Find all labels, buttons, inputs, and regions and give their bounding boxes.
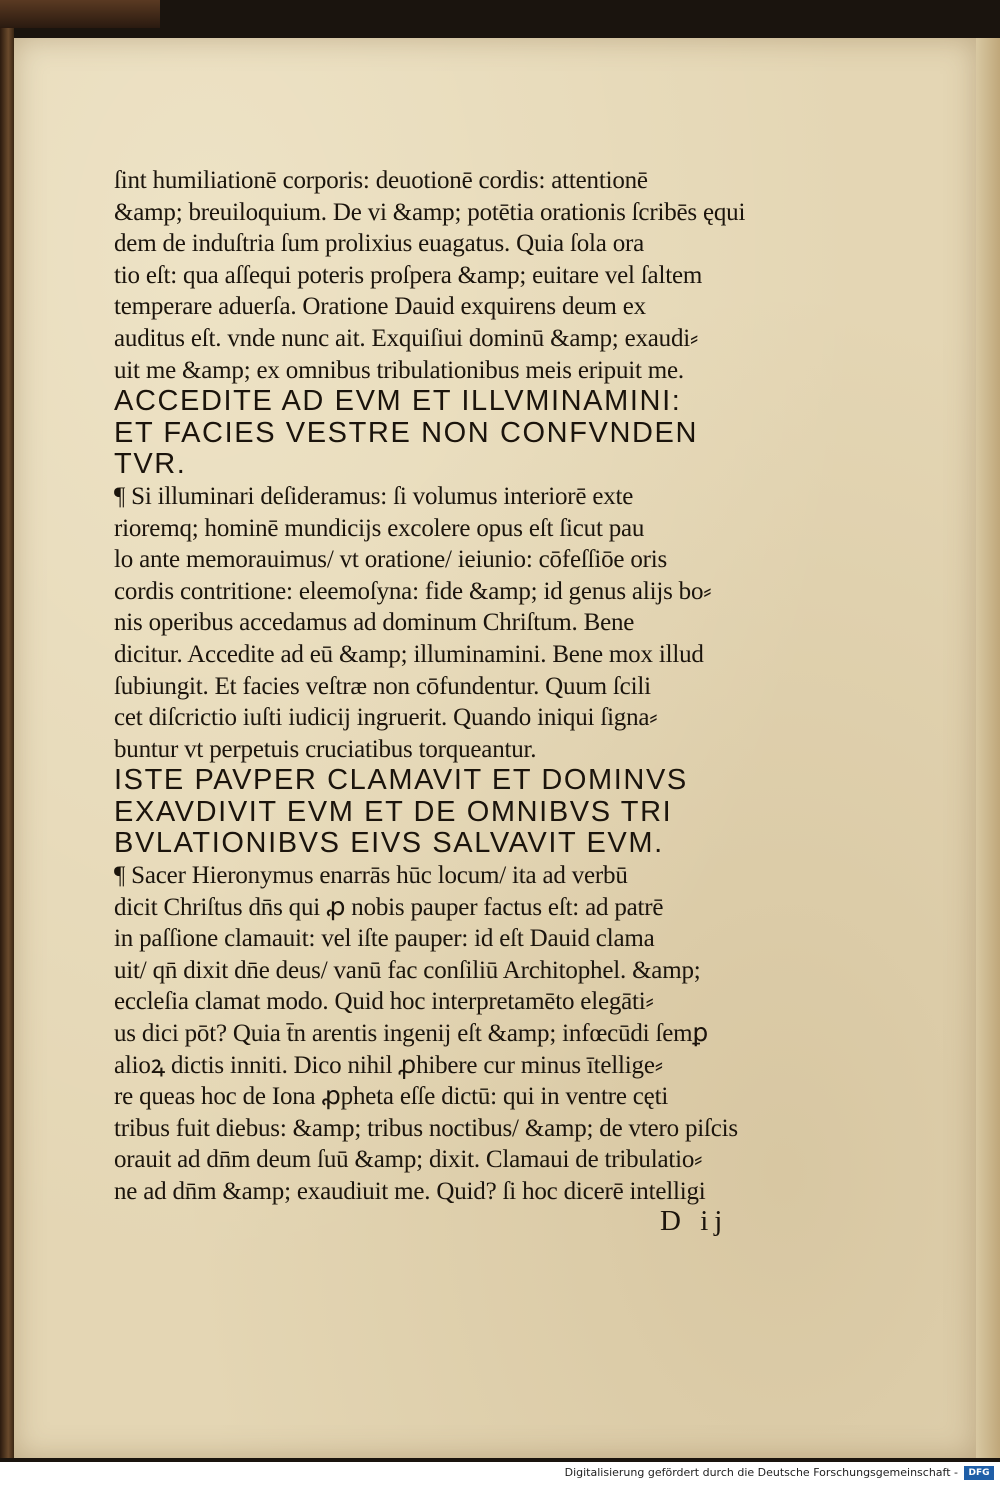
text-line: cet diſcrictio iuſti iudicij ingruerit. Quando iniqui ſigna⸗ bbox=[114, 704, 658, 732]
text-line: ſint humiliationē corporis: deuotionē cordis: attentionē bbox=[114, 167, 648, 194]
text-line: &amp; breuiloquium. De vi &amp; potētia orationis ſcribēs ęqui bbox=[114, 198, 746, 226]
text-line: orauit ad dn̄m deum ſuū &amp; dixit. Clamaui de tribulatio⸗ bbox=[114, 1146, 703, 1174]
text-line: in paſſione clamauit: vel iſte pauper: id eſt Dauid clama bbox=[114, 925, 655, 953]
psalm-verse-heading: TVR. bbox=[114, 448, 187, 481]
text-line: tio eſt: qua aſſequi poteris proſpera &amp; euitare vel ſaltem bbox=[114, 261, 703, 289]
dfg-logo[interactable]: DFG bbox=[964, 1466, 994, 1480]
text-line: temperare aduerſa. Oratione Dauid exquirens deum ex bbox=[114, 293, 646, 321]
psalm-verse-heading: EXAVDIVIT EVM ET DE OMNIBVS TRI bbox=[114, 795, 673, 828]
text-line: ¶ Si illuminari deſideramus: ſi volumus interiorē exte bbox=[114, 482, 634, 510]
text-line: alioꝝ dictis inniti. Dico nihil ꝓhibere cur minus ītellige⸗ bbox=[114, 1051, 663, 1079]
text-line: uit/ qn̄ dixit dn̄e deus/ vanū fac conſiliū Architophel. &amp; bbox=[114, 956, 701, 984]
text-line: eccleſia clamat modo. Quid hoc interpretamēto elegāti⸗ bbox=[114, 988, 654, 1016]
page-edge bbox=[976, 38, 1000, 1458]
page-text bbox=[114, 165, 794, 1208]
text-line: us dici pōt? Quia t̄n arentis ingenij eſt &amp; infœcūdi ſemꝑ bbox=[114, 1020, 709, 1048]
text-line: rioremq; hominē mundicijs excolere opus eſt ſicut pau bbox=[114, 514, 645, 542]
psalm-verse-heading: ET FACIES VESTRE NON CONFVNDEN bbox=[114, 416, 699, 449]
text-line: dicit Chriſtus dn̄s qui ꝓ nobis pauper factus eſt: ad patrē bbox=[114, 893, 664, 921]
text-line: auditus eſt. vnde nunc ait. Exquiſiui dominū &amp; exaudi⸗ bbox=[114, 324, 699, 352]
text-line: dem de induſtria ſum prolixius euagatus. Quia ſola ora bbox=[114, 230, 645, 258]
text-line: re queas hoc de Iona ꝓpheta eſſe dictū: qui in ventre cęti bbox=[114, 1083, 669, 1111]
psalm-verse-heading: ISTE PAVPER CLAMAVIT ET DOMINVS bbox=[114, 764, 688, 797]
text-line: ne ad dn̄m &amp; exaudiuit me. Quid? ſi hoc dicerē intelligi bbox=[114, 1178, 706, 1205]
funding-notice: Digitalisierung gefördert durch die Deutsche Forschungsgemeinschaft - bbox=[564, 1466, 958, 1479]
text-line: buntur vt perpetuis cruciatibus torqueantur. bbox=[114, 735, 537, 763]
text-line: lo ante memorauimus/ vt oratione/ ieiunio: cōfeſſiōe oris bbox=[114, 546, 668, 574]
psalm-verse-heading: BVLATIONIBVS EIVS SALVAVIT EVM. bbox=[114, 827, 664, 860]
psalm-verse-heading: ACCEDITE AD EVM ET ILLVMINAMINI: bbox=[114, 385, 682, 418]
text-line: cordis contritione: eleemoſyna: fide &amp; id genus alijs bo⸗ bbox=[114, 577, 712, 605]
text-line: ¶ Sacer Hieronymus enarrās hūc locum/ ita ad verbū bbox=[114, 862, 628, 890]
text-line: uit me &amp; ex omnibus tribulationibus meis eripuit me. bbox=[114, 356, 684, 384]
text-line: nis operibus accedamus ad dominum Chriſtum. Bene bbox=[114, 609, 635, 637]
digitization-footer bbox=[0, 1462, 1000, 1485]
text-line: ſubiungit. Et facies veſtræ non cōfundentur. Quum ſcili bbox=[114, 672, 651, 700]
book-binding-top bbox=[0, 0, 160, 28]
book-binding-spine bbox=[0, 28, 14, 1458]
signature-mark: D ij bbox=[660, 1205, 729, 1237]
text-line: tribus fuit diebus: &amp; tribus noctibus/ &amp; de vtero piſcis bbox=[114, 1114, 738, 1142]
text-line: dicitur. Accedite ad eū &amp; illuminamini. Bene mox illud bbox=[114, 640, 704, 668]
